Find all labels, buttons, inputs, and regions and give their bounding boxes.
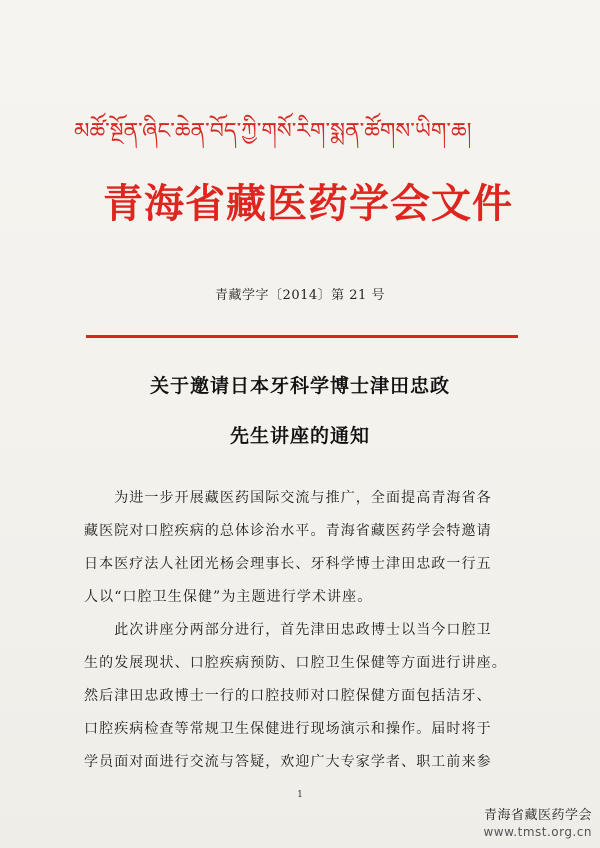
page-number: 1 bbox=[297, 790, 303, 800]
body-text-line: 生的发展现状、口腔疾病预防、口腔卫生保健等方面进行讲座。 bbox=[84, 655, 507, 671]
notice-title-line-2: 先生讲座的通知 bbox=[229, 425, 370, 447]
body-text-line: 口腔疾病检查等常规卫生保健进行现场演示和操作。届时将于 bbox=[84, 721, 492, 737]
tibetan-heading: མཚོ་སྔོན་ཞིང་ཆེན་བོད་ཀྱི་གསོ་རིག་སྨན་ཚོགས་ཡིག་ཆ། bbox=[74, 119, 472, 144]
watermark-org-name: 青海省藏医药学会 bbox=[483, 808, 592, 823]
body-text-line: 藏医院对口腔疾病的总体诊治水平。青海省藏医药学会特邀请 bbox=[84, 523, 492, 539]
body-text-line: 日本医疗法人社团光杨会理事长、牙科学博士津田忠政一行五 bbox=[84, 556, 492, 572]
notice-title-line-1: 关于邀请日本牙科学博士津田忠政 bbox=[149, 375, 450, 397]
body-text-line: 学员面对面进行交流与答疑，欢迎广大专家学者、职工前来参 bbox=[84, 754, 492, 770]
document-number: 青藏学字〔2014〕第 21 号 bbox=[215, 288, 385, 303]
body-text-line: 然后津田忠政博士一行的口腔技师对口腔保健方面包括洁牙、 bbox=[84, 688, 492, 704]
red-divider-line bbox=[86, 335, 518, 338]
watermark-url: www.tmst.org.cn bbox=[483, 825, 592, 839]
body-text-line: 为进一步开展藏医药国际交流与推广，全面提高青海省各 bbox=[84, 490, 492, 506]
organization-title: 青海省藏医药学会文件 bbox=[103, 181, 513, 227]
site-watermark bbox=[483, 804, 592, 839]
body-text-line: 人以“口腔卫生保健”为主题进行学术讲座。 bbox=[84, 589, 373, 605]
body-text-line: 此次讲座分两部分进行，首先津田忠政博士以当今口腔卫 bbox=[84, 622, 492, 638]
